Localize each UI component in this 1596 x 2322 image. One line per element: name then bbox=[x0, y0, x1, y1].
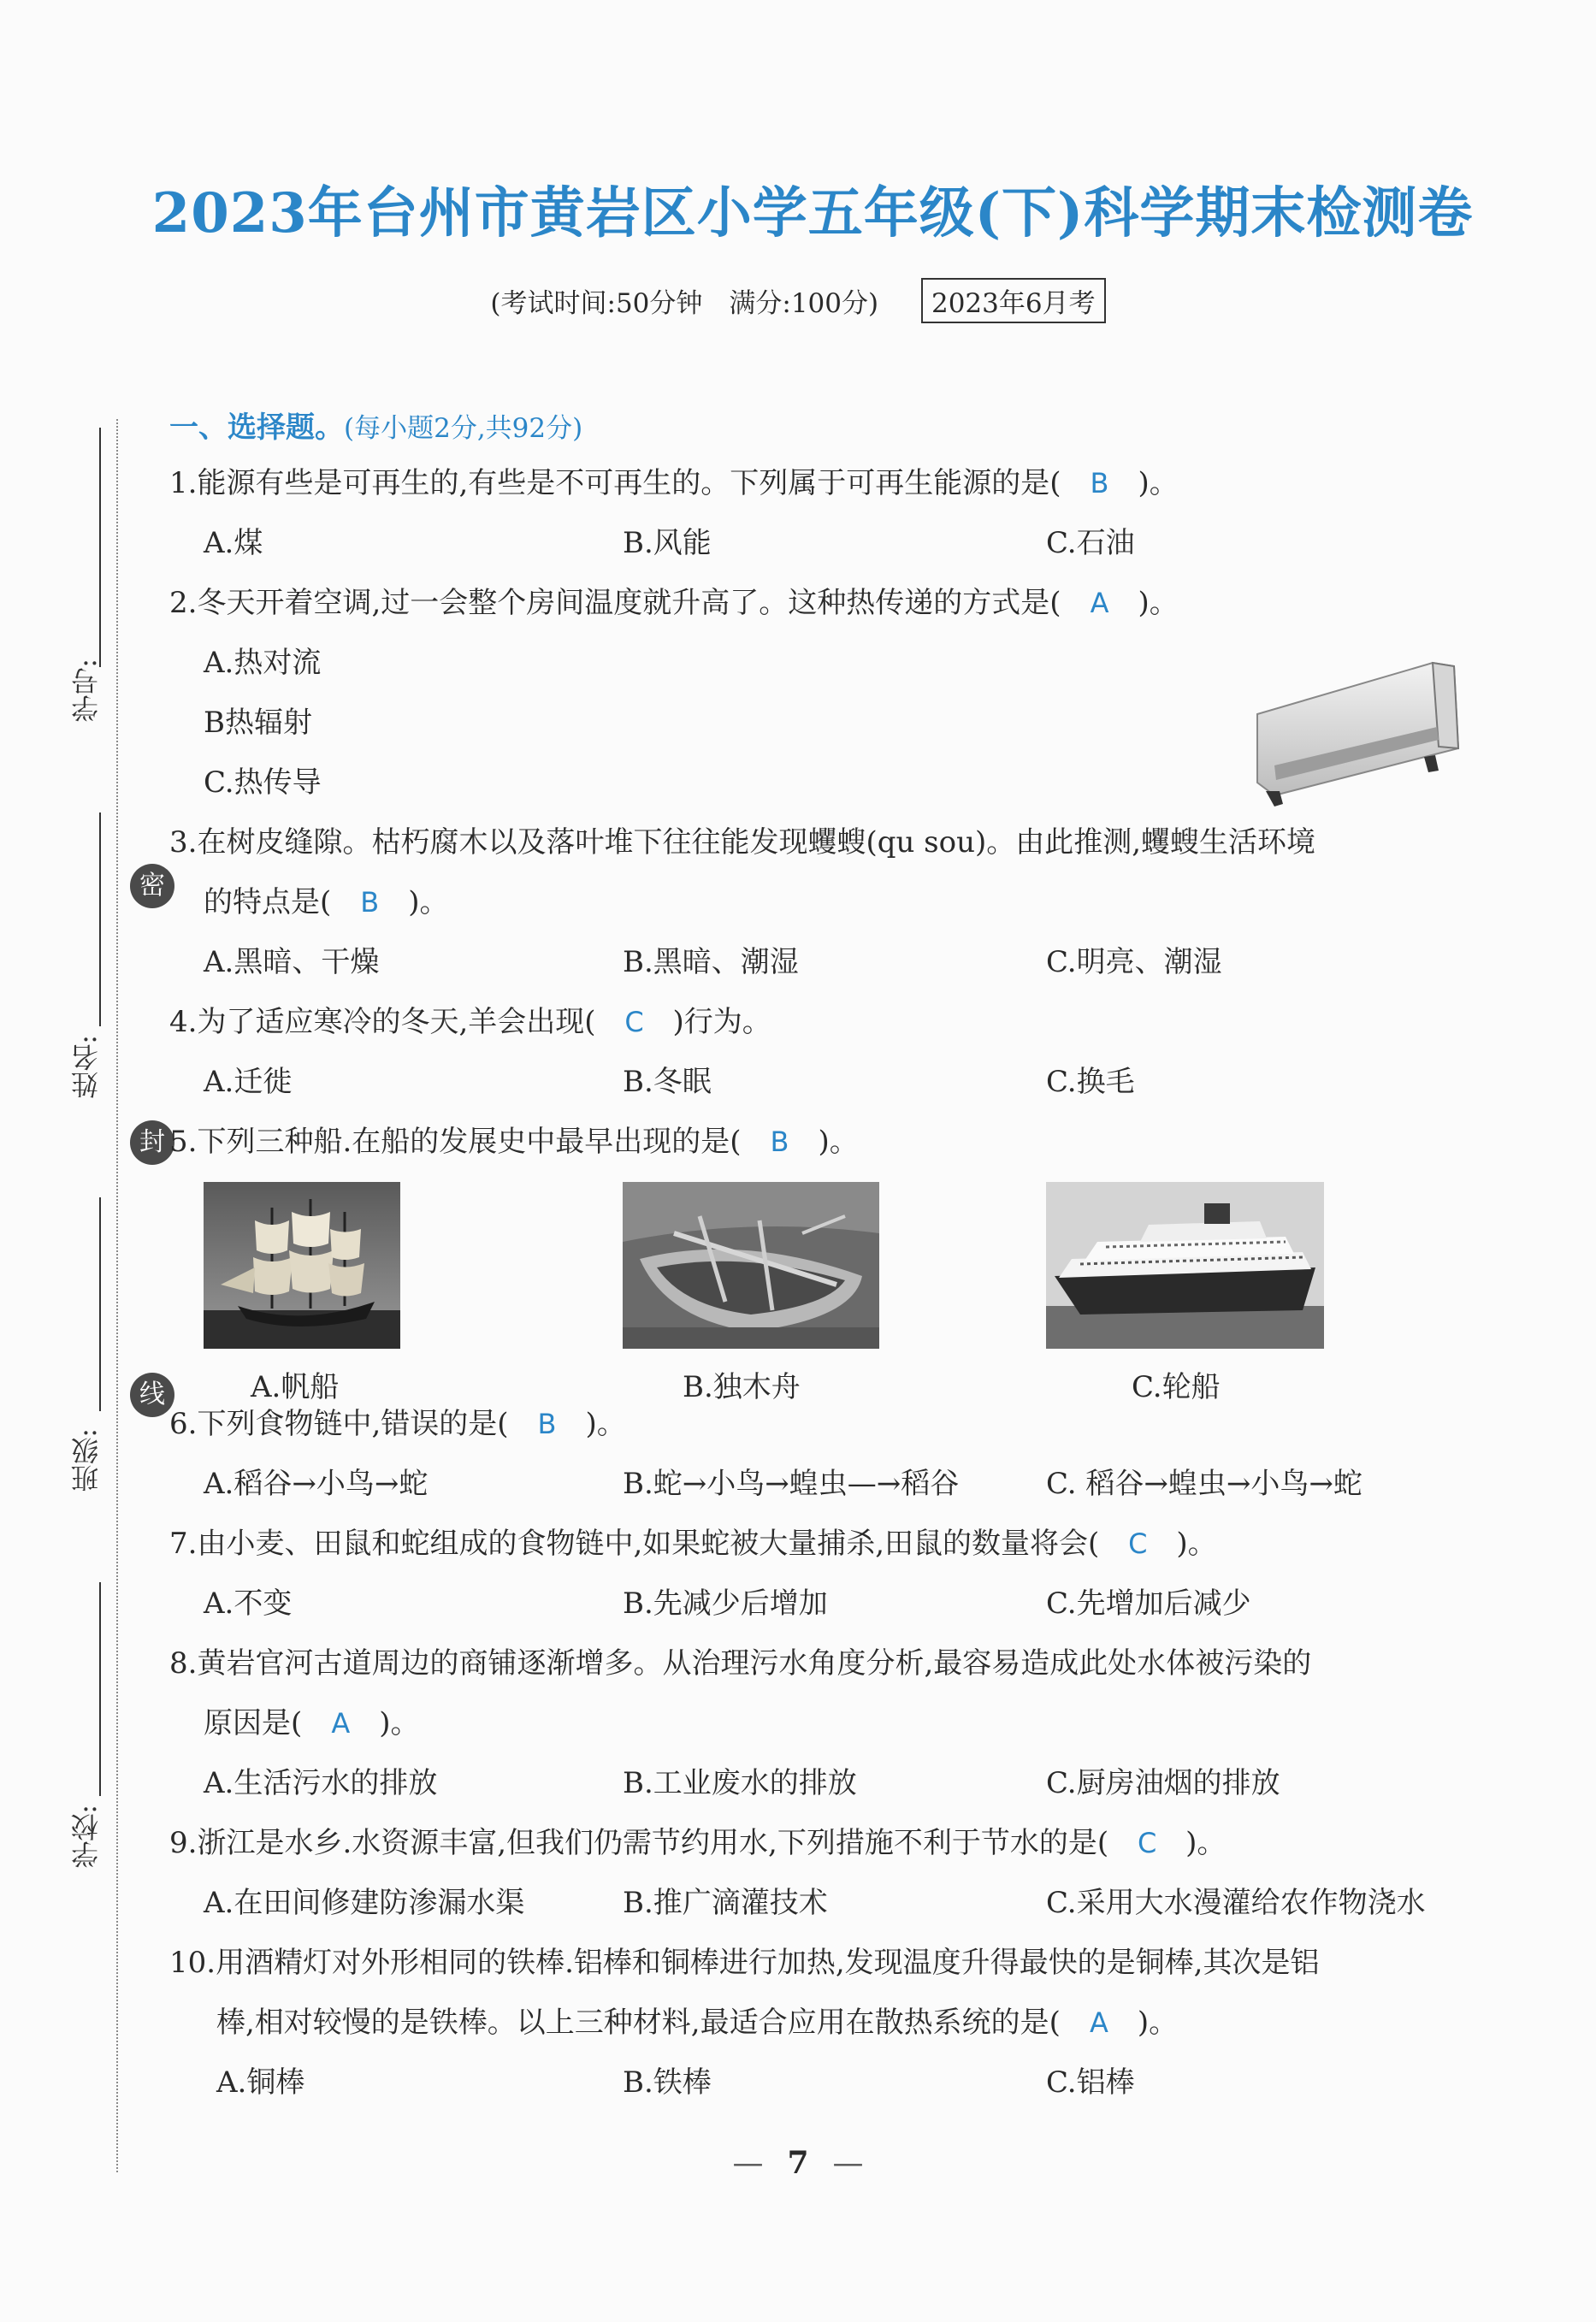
section-title: 一、选择题。 bbox=[169, 411, 344, 445]
option-b: B.铁棒 bbox=[623, 2065, 712, 2100]
school-label: 学校: bbox=[70, 1805, 103, 1869]
option-row bbox=[169, 1574, 1487, 1634]
question-stem-continued: 的特点是( bbox=[204, 885, 332, 919]
question-4 bbox=[169, 992, 1487, 1112]
answer: A bbox=[1090, 587, 1109, 619]
dugout-canoe-image bbox=[623, 1182, 879, 1349]
option-b: B.工业废水的排放 bbox=[623, 1766, 857, 1800]
question-7 bbox=[169, 1514, 1487, 1634]
sailing-ship-figure bbox=[204, 1182, 400, 1404]
option-c-caption: C.轮船 bbox=[1132, 1370, 1221, 1404]
option-a-caption: A.帆船 bbox=[251, 1370, 340, 1404]
answer: C bbox=[624, 1006, 644, 1038]
option-b: B.先减少后增加 bbox=[623, 1586, 828, 1621]
option-a: A.在田间修建防渗漏水渠 bbox=[204, 1886, 525, 1920]
question-stem: 2.冬天开着空调,过一会整个房间温度就升高了。这种热传递的方式是( bbox=[169, 586, 1061, 620]
class-label: 班级: bbox=[70, 1428, 103, 1492]
answer: C bbox=[1137, 1827, 1157, 1859]
exam-info bbox=[0, 278, 1596, 323]
option-c: C.铝棒 bbox=[1046, 2065, 1135, 2100]
question-stem-end: )。 bbox=[1138, 466, 1179, 500]
question-9 bbox=[169, 1813, 1487, 1933]
question-stem: 8.黄岩官河古道周边的商铺逐渐增多。从治理污水角度分析,最容易造成此处水体被污染的 bbox=[169, 1646, 1312, 1681]
answer: A bbox=[1089, 2006, 1108, 2039]
option-a: A.迁徙 bbox=[204, 1065, 293, 1099]
answer: B bbox=[770, 1126, 789, 1158]
question-stem: 6.下列食物链中,错误的是( bbox=[169, 1407, 509, 1441]
option-a: A.黑暗、干燥 bbox=[204, 945, 380, 979]
exam-date-box: 2023年6月考 bbox=[921, 278, 1106, 323]
question-stem: 4.为了适应寒冷的冬天,羊会出现( bbox=[169, 1005, 596, 1039]
option-c: C.石油 bbox=[1046, 526, 1135, 560]
option-b: B.推广滴灌技术 bbox=[623, 1886, 828, 1920]
option-row bbox=[169, 932, 1487, 992]
seal-mi-icon: 密 bbox=[130, 864, 174, 908]
page-number bbox=[0, 2145, 1596, 2181]
question-3 bbox=[169, 812, 1487, 992]
margin-line bbox=[99, 1197, 101, 1411]
answer: B bbox=[537, 1408, 557, 1440]
ship-images bbox=[169, 1172, 1487, 1404]
option-c: C.明亮、潮湿 bbox=[1046, 945, 1222, 979]
option-row bbox=[169, 1873, 1487, 1933]
option-a: A.铜棒 bbox=[216, 2065, 305, 2100]
question-stem-end: )。 bbox=[1176, 1527, 1217, 1561]
option-a: A.不变 bbox=[204, 1586, 293, 1621]
option-b: B.黑暗、潮湿 bbox=[623, 945, 799, 979]
question-stem-end: )。 bbox=[585, 1407, 626, 1441]
option-a: A.热对流 bbox=[204, 646, 322, 680]
margin-line bbox=[99, 812, 101, 1026]
question-8 bbox=[169, 1634, 1487, 1813]
sailing-ship-image bbox=[204, 1182, 400, 1349]
air-conditioner-image bbox=[1249, 654, 1475, 808]
question-stem-end: )。 bbox=[379, 1706, 420, 1740]
option-c: C.厨房油烟的排放 bbox=[1046, 1766, 1280, 1800]
margin-line bbox=[99, 1582, 101, 1796]
student-id-label: 学号: bbox=[70, 659, 103, 723]
question-stem-end: )。 bbox=[1137, 2006, 1179, 2040]
question-stem: 3.在树皮缝隙。枯朽腐木以及落叶堆下往往能发现蠼螋(qu sou)。由此推测,蠼螋生活环境 bbox=[169, 825, 1316, 860]
question-6 bbox=[169, 1394, 1487, 1514]
seal-xian-icon: 线 bbox=[130, 1373, 174, 1417]
option-a: A.稻谷→小鸟→蛇 bbox=[204, 1467, 429, 1501]
exam-duration-score: (考试时间:50分钟 满分:100分) bbox=[490, 288, 879, 319]
page-number-value: 7 bbox=[787, 2145, 809, 2181]
margin-line bbox=[99, 428, 101, 667]
question-stem: 10.用酒精灯对外形相同的铁棒.铝棒和铜棒进行加热,发现温度升得最快的是铜棒,其次是铝 bbox=[169, 1946, 1320, 1980]
binding-dotted-line bbox=[116, 419, 118, 2172]
question-stem-continued: 原因是( bbox=[204, 1706, 303, 1740]
option-row bbox=[169, 1753, 1487, 1813]
liner-figure bbox=[1046, 1182, 1324, 1404]
answer: B bbox=[360, 886, 380, 919]
question-stem: 1.能源有些是可再生的,有些是不可再生的。下列属于可再生能源的是( bbox=[169, 466, 1061, 500]
option-a: A.煤 bbox=[204, 526, 263, 560]
option-b: B.蛇→小鸟→蝗虫—→稻谷 bbox=[623, 1467, 960, 1501]
option-c: C.采用大水漫灌给农作物浇水 bbox=[1046, 1886, 1426, 1920]
option-row bbox=[169, 2053, 1487, 2112]
ocean-liner-image bbox=[1046, 1182, 1324, 1349]
option-b: B热辐射 bbox=[204, 706, 312, 740]
option-c: C.热传导 bbox=[204, 765, 322, 800]
seal-feng-icon: 封 bbox=[130, 1120, 174, 1165]
option-a: A.生活污水的排放 bbox=[204, 1766, 438, 1800]
section-heading bbox=[169, 402, 1487, 453]
option-b: B.风能 bbox=[623, 526, 712, 560]
option-b: B.冬眠 bbox=[623, 1065, 712, 1099]
binding-margin bbox=[34, 419, 165, 2181]
page-number-dash: — bbox=[732, 2146, 764, 2181]
question-stem-end: )。 bbox=[818, 1125, 859, 1159]
name-label: 姓名: bbox=[70, 1035, 103, 1099]
page-number-dash: — bbox=[832, 2146, 864, 2181]
question-5 bbox=[169, 1112, 1487, 1404]
option-row bbox=[169, 1454, 1487, 1514]
question-stem-end: )。 bbox=[408, 885, 449, 919]
answer: A bbox=[331, 1707, 351, 1740]
option-row bbox=[169, 1052, 1487, 1112]
section-note: (每小题2分,共92分) bbox=[344, 413, 583, 444]
option-b-caption: B.独木舟 bbox=[683, 1370, 801, 1404]
canoe-figure bbox=[623, 1182, 879, 1404]
answer: B bbox=[1090, 467, 1109, 499]
question-10 bbox=[169, 1933, 1487, 2112]
question-stem: 9.浙江是水乡.水资源丰富,但我们仍需节约用水,下列措施不利于节水的是( bbox=[169, 1826, 1109, 1860]
option-c: C.换毛 bbox=[1046, 1065, 1135, 1099]
page-title: 2023年台州市黄岩区小学五年级(下)科学期末检测卷 bbox=[151, 181, 1474, 245]
question-1 bbox=[169, 453, 1487, 573]
question-stem-end: )行为。 bbox=[672, 1005, 771, 1039]
option-c: C.先增加后减少 bbox=[1046, 1586, 1251, 1621]
option-row bbox=[169, 513, 1487, 573]
answer: C bbox=[1128, 1527, 1148, 1560]
question-stem-end: )。 bbox=[1185, 1826, 1227, 1860]
question-stem: 5.下列三种船.在船的发展史中最早出现的是( bbox=[169, 1125, 742, 1159]
question-stem-end: )。 bbox=[1138, 586, 1179, 620]
question-stem-continued: 棒,相对较慢的是铁棒。以上三种材料,最适合应用在散热系统的是( bbox=[216, 2006, 1061, 2040]
option-c: C. 稻谷→蝗虫→小鸟→蛇 bbox=[1046, 1467, 1363, 1501]
question-stem: 7.由小麦、田鼠和蛇组成的食物链中,如果蛇被大量捕杀,田鼠的数量将会( bbox=[169, 1527, 1100, 1561]
